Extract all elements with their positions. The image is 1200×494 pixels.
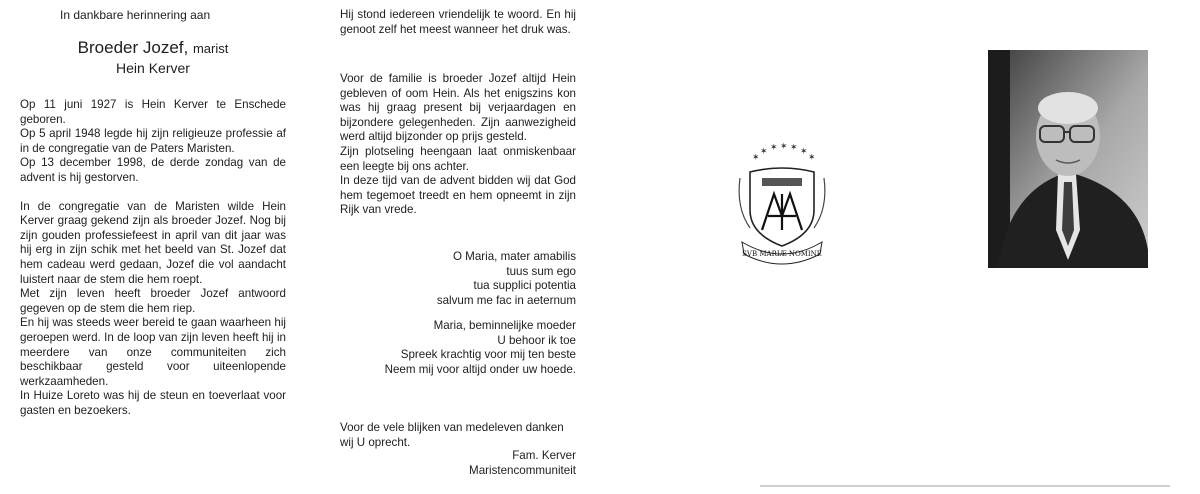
family-text: [340, 72, 576, 218]
thanks-line: Voor de vele blijken van medeleven danken wij U oprecht.: [340, 421, 564, 449]
prayer-dutch: [340, 319, 576, 377]
svg-text:✶: ✶: [790, 142, 798, 152]
portrait-photo: [988, 50, 1148, 268]
biography-paragraph: [20, 98, 286, 186]
biography: [20, 98, 286, 432]
scan-edge-line: [760, 485, 1170, 487]
svg-text:✶: ✶: [780, 141, 788, 151]
character-paragraph: Hij stond iedereen vriendelijk te woord. En hij genoot zelf het meest wanneer het druk was.: [340, 8, 576, 36]
biography-paragraph: [20, 200, 286, 419]
portrait-image: [988, 50, 1148, 268]
deceased-birth-name: Hein Kerver: [116, 60, 190, 76]
biography-line: Op 13 december 1998, de derde zondag van de advent is hij gestorven.: [20, 156, 286, 184]
marist-emblem: [732, 138, 832, 266]
family-line: In deze tijd van de advent bidden wij dat God hem tegemoet treedt en hem opneemt in zijn Rijk van vrede.: [340, 174, 576, 217]
deceased-name: [20, 38, 286, 58]
signature: [340, 449, 576, 478]
prayer-line: Neem mij voor altijd onder uw hoede.: [384, 362, 576, 376]
svg-text:✶: ✶: [770, 142, 778, 152]
prayer-line: U behoor ik toe: [497, 333, 576, 347]
biography-line: En hij was steeds weer bereid te gaan waarheen hij geroepen werd. In de loop van zijn leven heeft hij in meerdere van onze communiteiten zich beschikbaar gesteld voor uiteenlopende werkzaamheden.: [20, 316, 286, 388]
family-line: Voor de familie is broeder Jozef altijd Hein gebleven of oom Hein. Als het enigszins kon was hij graag present bij verjaardagen en bijzondere gelegenheden. Zijn aanwezigheid werd altijd bijzonder op prijs gesteld.: [340, 72, 576, 144]
star-crown-icon: [752, 141, 816, 162]
signature-line: Maristencommuniteit: [469, 463, 576, 477]
prayer-line: O Maria, mater amabilis: [452, 250, 576, 263]
prayer-line: tua supplici potentia: [473, 279, 576, 293]
prayer-latin: [340, 250, 576, 308]
signature-line: Fam. Kerver: [512, 449, 576, 462]
family-line: Zijn plotseling heengaan laat onmiskenbaar een leegte bij ons achter.: [340, 144, 576, 173]
svg-text:✶: ✶: [800, 146, 808, 156]
biography-line: Op 5 april 1948 legde hij zijn religieuze professie af in de congregatie van de Paters Maristen.: [20, 127, 286, 155]
intro-line: In dankbare herinnering aan: [60, 8, 211, 22]
prayer-line: Spreek krachtig voor mij ten beste: [400, 348, 576, 362]
emblem-motto: SVB MARIÆ NOMINE: [742, 250, 822, 258]
biography-line: In Huize Loreto was hij de steun en toeverlaat voor gasten en bezoekers.: [20, 389, 286, 417]
biography-line: In de congregatie van de Maristen wilde Hein Kerver graag gekend zijn als broeder Jozef. Nog bij zijn gouden professiefeest in april van dit jaar was hij erg in zijn schik met het beeld van St. Jozef dat hem cadeau werd gedaan, Jozef die vol aandacht luistert naar de stem die hem roept.: [20, 199, 286, 286]
prayer-line: salvum me fac in aeternum: [436, 293, 576, 307]
prayer-line: tuus sum ego: [506, 264, 576, 278]
thanks-text: [340, 421, 576, 450]
character-text: [340, 8, 576, 37]
svg-text:✶: ✶: [752, 152, 760, 162]
biography-line: Op 11 juni 1927 is Hein Kerver te Enschede geboren.: [20, 98, 286, 126]
deceased-name-main: Broeder Jozef,: [77, 38, 189, 57]
deceased-name-sub: marist: [192, 41, 229, 56]
svg-text:✶: ✶: [760, 146, 768, 156]
am-monogram-icon: [762, 194, 802, 230]
svg-text:✶: ✶: [808, 152, 816, 162]
biography-line: Met zijn leven heeft broeder Jozef antwoord gegeven op de stem die hem riep.: [20, 287, 286, 315]
prayer-line: Maria, beminnelijke moeder: [433, 319, 576, 332]
